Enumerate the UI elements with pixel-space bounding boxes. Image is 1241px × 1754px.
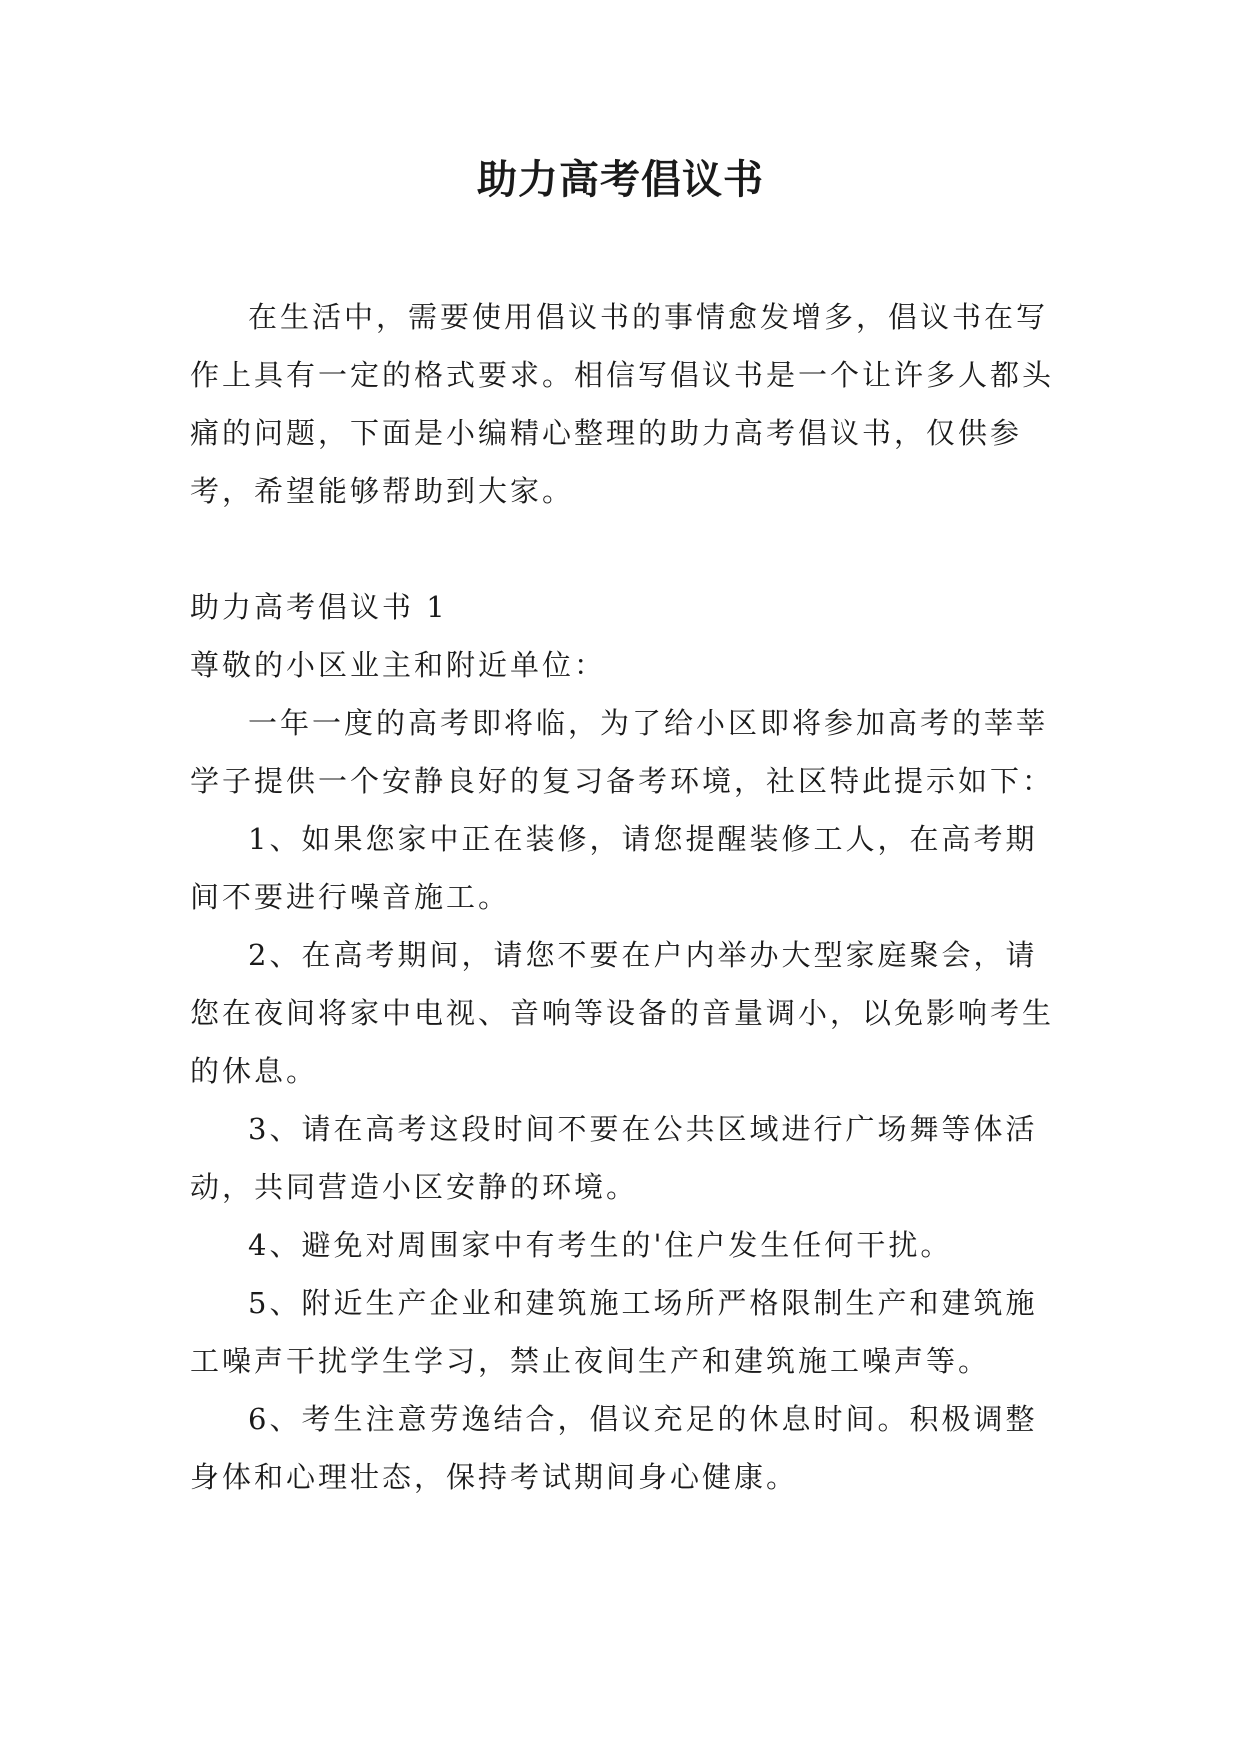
intro-paragraph: 在生活中，需要使用倡议书的事情愈发增多，倡议书在写作上具有一定的格式要求。相信写倡议书是一个让许多人都头痛的问题，下面是小编精心整理的助力高考倡议书，仅供参考，希望能够帮助到大家。 — [190, 300, 1055, 508]
list-item: 1、如果您家中正在装修，请您提醒装修工人，在高考期间不要进行噪音施工。 — [190, 822, 1038, 914]
page-title: 助力高考倡议书 — [477, 157, 764, 203]
list-item: 2、在高考期间，请您不要在户内举办大型家庭聚会，请您在夜间将家中电视、音响等设备的音量调小，以免影响考生的休息。 — [190, 938, 1055, 1088]
list-item: 6、考生注意劳逸结合，倡议充足的休息时间。积极调整身体和心理壮态，保持考试期间身心健康。 — [190, 1402, 1038, 1494]
list-item: 3、请在高考这段时间不要在公共区域进行广场舞等体活动，共同营造小区安静的环境。 — [190, 1112, 1038, 1204]
list-item: 4、避免对周围家中有考生的'住户发生任何干扰。 — [248, 1228, 953, 1262]
document-body — [190, 288, 1060, 1506]
list-item: 5、附近生产企业和建筑施工场所严格限制生产和建筑施工噪声干扰学生学习，禁止夜间生产和建筑施工噪声等。 — [190, 1286, 1038, 1378]
salutation: 尊敬的小区业主和附近单位： — [190, 648, 607, 682]
paragraph-spacer — [190, 520, 1060, 578]
opening-paragraph: 一年一度的高考即将临，为了给小区即将参加高考的莘莘学子提供一个安静良好的复习备考环境，社区特此提示如下： — [190, 706, 1055, 798]
section-title: 助力高考倡议书 1 — [190, 590, 448, 624]
